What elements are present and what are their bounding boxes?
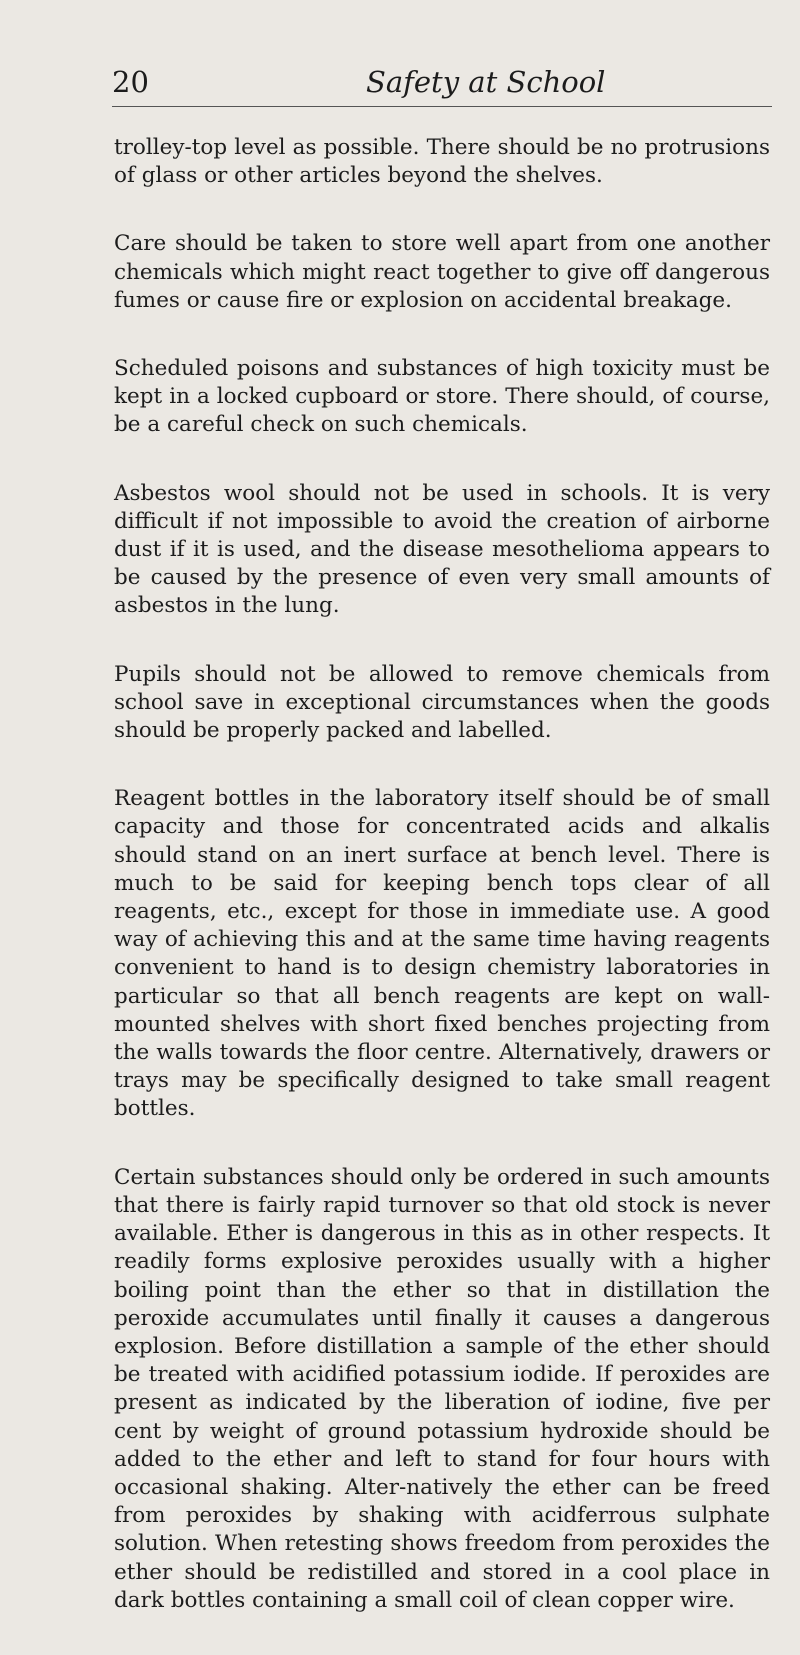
paragraph-ether: Certain substances should only be ordered in such amounts that there is fairly rapid turnover so that old stock is never available. Ether is dangerous in this as in other respects. It readily forms explosive peroxides usually with a higher boiling point than the ether so that in distillation the peroxide accumulates until finally it causes a dangerous explosion. Before distillation a sample of the ether should be treated with acidified potassium iodide. If peroxides are present as indicated by the liberation of iodine, five per cent by weight of ground potassium hydroxide should be added to the ether and left to stand for four hours with occasional shaking. Alter-natively the ether can be freed from peroxides by shaking with acidferrous sulphate solution. When retesting shows freedom from peroxides the ether should be redistilled and stored in a cool place in dark bottles containing a small coil of clean copper wire. [114,1164,770,1613]
page-number: 20 [112,65,149,99]
paragraph-pupils: Pupils should not be allowed to remove chemicals from school save in exceptional circumstances when the goods should be properly packed and labelled. [114,661,770,744]
header-rule [112,106,772,107]
paragraph-reagent-bottles: Reagent bottles in the laboratory itself should be of small capacity and those for concentrated acids and alkalis should stand on an inert surface at bench level. There is much to be said for keeping bench tops clear of all reagents, etc., except for those in immediate use. A good way of achieving this and at the same time having reagents convenient to hand is to design chemistry laboratories in particular so that all bench reagents are kept on wall-mounted shelves with short fixed benches projecting from the walls towards the floor centre. Alternatively, drawers or trays may be specifically designed to take small reagent bottles. [114,786,770,1122]
paragraph-poisons: Scheduled poisons and substances of high toxicity must be kept in a locked cupboard or store. There should, of course, be a careful check on such chemicals. [114,356,770,438]
running-head [112,64,772,108]
paragraph-asbestos: Asbestos wool should not be used in schools. It is very difficult if not impossible to avoid the creation of airborne dust if it is used, and the disease mesothelioma appears to be caused by the presence of even very small amounts of asbestos in the lung. [114,480,770,619]
running-title: Safety at School [366,65,606,99]
body-text [114,134,770,1655]
paragraph-shelves: trolley-top level as possible. There should be no protrusions of glass or other articles beyond the shelves. [114,135,770,189]
paragraph-storage: Care should be taken to store well apart from one another chemicals which might react together to give off dangerous fumes or cause fire or explosion on accidental breakage. [114,231,770,313]
